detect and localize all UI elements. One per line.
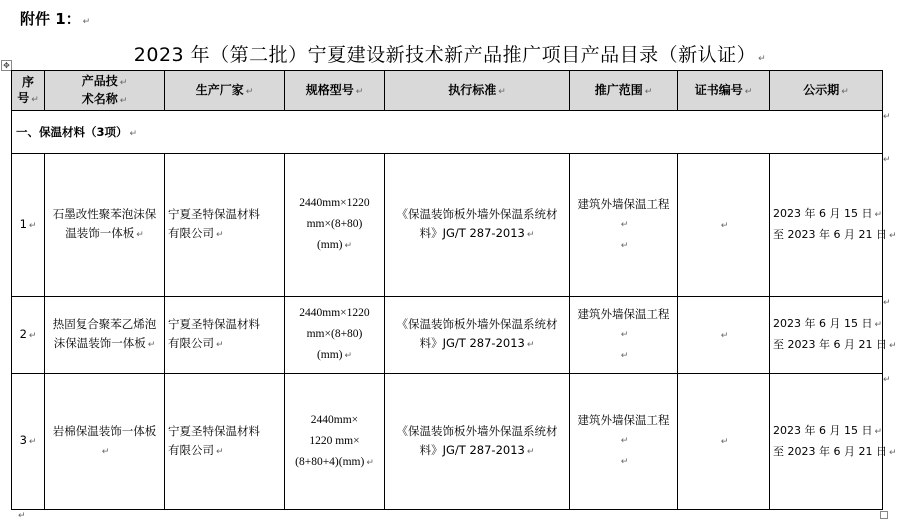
product-name: 热固复合聚苯乙烯泡 沫保温装饰一体板 ↵ [45,297,165,374]
publicity-period: 2023 年 6 月 15 日 ↵ 至 2023 年 6 月 21 日 ↵ [770,374,883,510]
manufacturer: 宁夏圣特保温材料 有限公司 ↵ [165,374,285,510]
paragraph-mark: ↵ [18,511,26,521]
paragraph-mark: ↵ [758,54,767,64]
header-cell-standard: 执行标准 ↵ [385,71,570,111]
row-number: 3 ↵ [12,374,45,510]
header-cell-spec: 规格型号 ↵ [285,71,385,111]
product-name: 岩棉保温装饰一体板↵ [45,374,165,510]
document-title-text: 2023 年（第二批）宁夏建设新技术新产品推广项目产品目录（新认证） [133,44,757,66]
header-cell-maker: 生产厂家 ↵ [165,71,285,111]
table-row [12,154,883,297]
paragraph-mark: ↵ [82,17,91,27]
row-end-mark: ↵ [883,112,891,122]
spec-model: 2440mm×1220 mm×(8+80) (mm) ↵ [285,297,385,374]
table-move-handle-icon[interactable]: ✥ [1,60,12,71]
standard: 《保温装饰板外墙外保温系统材 料》JG/T 287-2013 ↵ [385,297,570,374]
row-end-mark: ↵ [883,375,891,385]
standard: 《保温装饰板外墙外保温系统材 料》JG/T 287-2013 ↵ [385,374,570,510]
table-header-row [12,71,883,111]
scope: 建筑外墙保温工程↵ ↵ [570,154,678,297]
attachment-label-text: 附件 1： [20,10,81,28]
certificate-number: ↵ [678,297,770,374]
row-number: 1 ↵ [12,154,45,297]
attachment-label [20,8,90,29]
manufacturer: 宁夏圣特保温材料 有限公司 ↵ [165,297,285,374]
spec-model: 2440mm× 1220 mm× (8+80+4)(mm) ↵ [285,374,385,510]
product-name: 石墨改性聚苯泡沫保 温装饰一体板 ↵ [45,154,165,297]
section-row [12,111,883,154]
header-cell-cert: 证书编号 ↵ [678,71,770,111]
scope: 建筑外墙保温工程↵ ↵ [570,374,678,510]
document-title [0,40,900,67]
row-end-mark: ↵ [883,298,891,308]
certificate-number: ↵ [678,154,770,297]
table-row [12,297,883,374]
product-catalog-table [11,70,897,510]
header-cell-period: 公示期 ↵ [770,71,883,111]
manufacturer: 宁夏圣特保温材料 有限公司 ↵ [165,154,285,297]
row-number: 2 ↵ [12,297,45,374]
table-row [12,374,883,510]
header-cell-scope: 推广范围 ↵ [570,71,678,111]
certificate-number: ↵ [678,374,770,510]
standard: 《保温装饰板外墙外保温系统材 料》JG/T 287-2013 ↵ [385,154,570,297]
header-cell-name: 产品技 ↵ 术名称 ↵ [45,71,165,111]
section-heading: 一、保温材料（3项） ↵ [12,111,883,154]
header-cell-no: 序 号 ↵ [12,71,45,111]
row-end-mark: ↵ [883,155,891,165]
publicity-period: 2023 年 6 月 15 日 ↵ 至 2023 年 6 月 21 日 ↵ [770,297,883,374]
spec-model: 2440mm×1220 mm×(8+80) (mm) ↵ [285,154,385,297]
table-resize-handle[interactable] [880,511,888,519]
publicity-period: 2023 年 6 月 15 日 ↵ 至 2023 年 6 月 21 日 ↵ [770,154,883,297]
scope: 建筑外墙保温工程↵ ↵ [570,297,678,374]
